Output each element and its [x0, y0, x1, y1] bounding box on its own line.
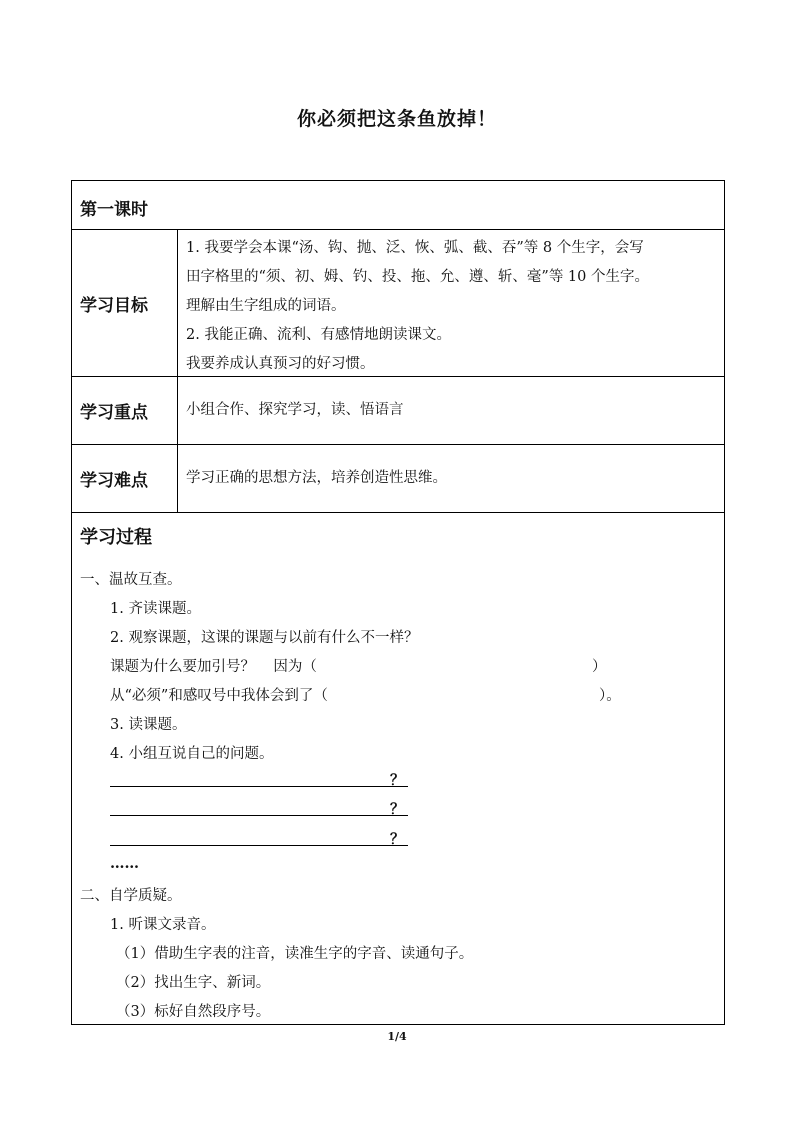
fill-in-bracket-end: ）。 [599, 688, 621, 704]
process-row [72, 513, 724, 1024]
page-number: 1/4 [387, 1030, 407, 1043]
lesson-plan-table [71, 180, 725, 1025]
goal-line: 田字格里的“须、初、姆、钓、投、拖、允、遵、斩、毫”等 10 个生字。 [186, 269, 649, 285]
list-item: 1. 听课文录音。 [110, 917, 216, 933]
page-title: 你必须把这条鱼放掉！ [296, 108, 497, 130]
fill-in-question: 从“必须”和感叹号中我体会到了（ [110, 688, 328, 704]
goals-row [72, 230, 724, 377]
goal-line: 1. 我要学会本课“汤、钩、抛、泛、恢、弧、截、吞”等 8 个生字，会写 [186, 240, 644, 256]
goal-line: 我要养成认真预习的好习惯。 [186, 356, 375, 372]
difficulties-label: 学习难点 [72, 445, 178, 512]
fill-in-question: 课题为什么要加引号？ 因为（ [110, 659, 317, 675]
question-mark: ？ [390, 801, 405, 818]
answer-blank-line[interactable] [110, 845, 408, 846]
goal-line: 理解由生字组成的词语。 [186, 298, 346, 314]
answer-blank-line[interactable] [110, 815, 408, 816]
list-item: 2. 观察课题，这课的课题与以前有什么不一样？ [110, 630, 419, 646]
goal-line: 2. 我能正确、流利、有感情地朗读课文。 [186, 327, 451, 343]
list-item: 1. 齐读课题。 [110, 601, 201, 617]
key-points-row [72, 377, 724, 445]
question-mark: ？ [390, 772, 405, 789]
sub-list-item: （3）标好自然段序号。 [116, 1004, 271, 1020]
goals-label: 学习目标 [72, 230, 178, 376]
sub-list-item: （1）借助生字表的注音，读准生字的字音、读通句子。 [116, 946, 474, 962]
lesson-period-label: 第一课时 [80, 200, 148, 220]
section-heading: 一、温故互查。 [80, 572, 182, 588]
sub-list-item: （2）找出生字、新词。 [116, 975, 271, 991]
list-item: 4. 小组互说自己的问题。 [110, 746, 274, 762]
difficulties-row [72, 445, 724, 513]
list-item: 3. 读课题。 [110, 717, 187, 733]
process-title: 学习过程 [80, 527, 152, 548]
question-mark: ？ [390, 831, 405, 848]
key-points-content: 小组合作、探究学习，读、悟语言 [186, 402, 404, 418]
answer-blank-line[interactable] [110, 786, 408, 787]
header-row [72, 181, 724, 230]
fill-in-bracket-end: ） [592, 659, 607, 675]
key-points-label: 学习重点 [72, 377, 178, 444]
ellipsis: …… [110, 855, 139, 872]
difficulties-content: 学习正确的思想方法，培养创造性思维。 [186, 470, 447, 486]
section-heading: 二、自学质疑。 [80, 888, 182, 904]
goals-content [178, 230, 724, 376]
